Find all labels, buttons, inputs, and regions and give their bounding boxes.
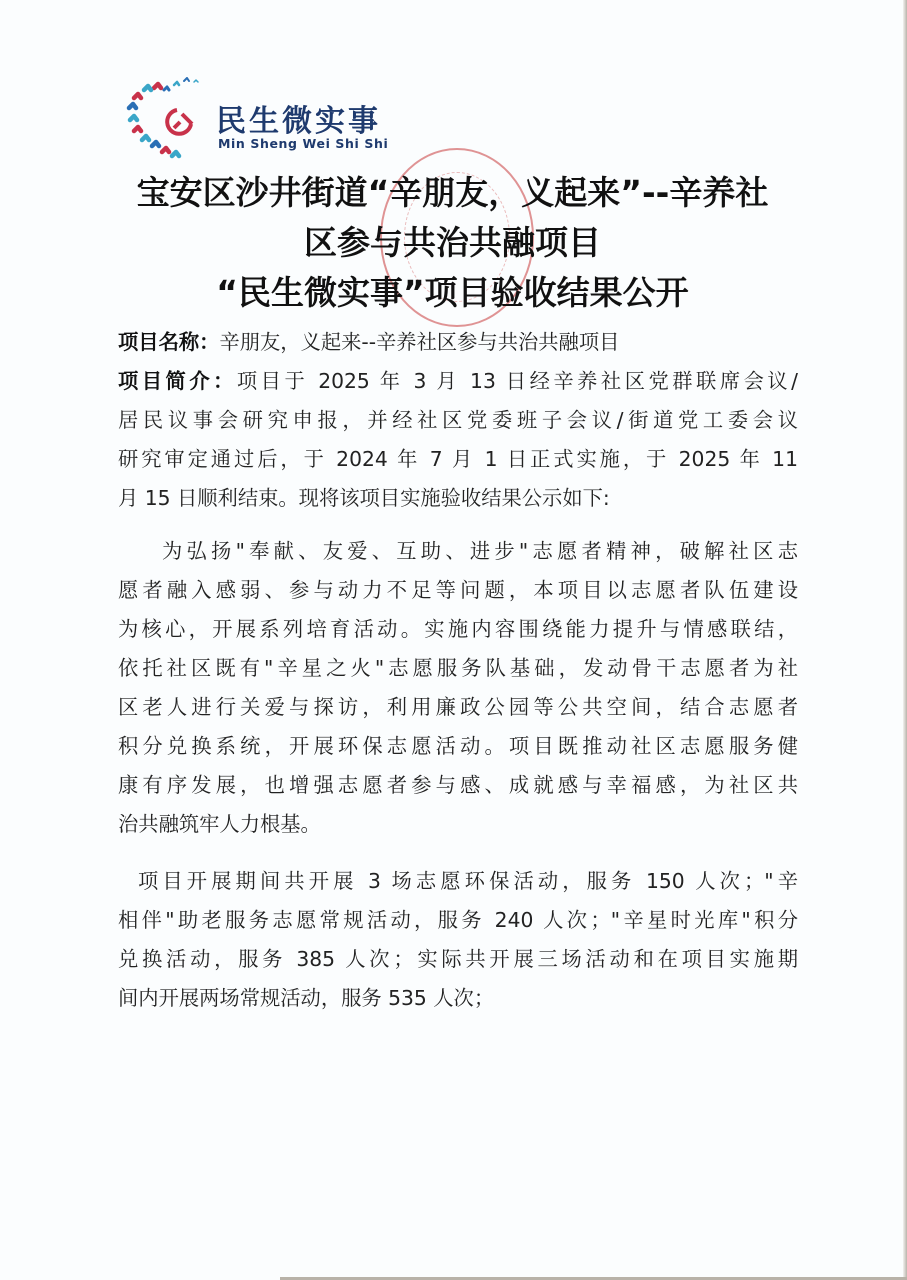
paragraph-line: 依托社区既有"辛星之火"志愿服务队基础，发动骨干志愿者为社 [118, 656, 798, 680]
project-intro-line: 研究审定通过后，于 2024 年 7 月 1 日正式实施，于 2025 年 11 [118, 447, 798, 471]
project-intro-line: 月 15 日顺利结束。现将该项目实施验收结果公示如下: [118, 486, 610, 510]
project-name-row [118, 323, 798, 362]
paragraph-line: 愿者融入感弱、参与动力不足等问题，本项目以志愿者队伍建设 [118, 578, 798, 602]
title-line-3: “民生微实事”项目验收结果公开 [216, 273, 689, 312]
title-line-1: 宝安区沙井街道“辛朋友，义起来”--辛养社 [136, 173, 769, 212]
project-intro-label: 项目简介： [118, 369, 237, 393]
paragraph-line: 治共融筑牢人力根基。 [118, 812, 321, 836]
logo-pinyin-text: Min Sheng Wei Shi Shi [218, 136, 389, 151]
project-info-section [118, 323, 798, 518]
paragraph-line: 兑换活动，服务 385 人次；实际共开展三场活动和在项目实施期 [118, 947, 798, 971]
paragraph-description [118, 532, 798, 844]
paragraph-line: 间内开展两场常规活动，服务 535 人次； [118, 986, 495, 1010]
heart-figures-party-emblem-icon [124, 76, 214, 166]
document-title [100, 168, 805, 318]
paragraph-line: 为核心，开展系列培育活动。实施内容围绕能力提升与情感联结， [118, 617, 798, 641]
min-sheng-wei-shi-shi-logo [124, 76, 394, 166]
paragraph-line: 区老人进行关爱与探访，利用廉政公园等公共空间，结合志愿者 [118, 695, 798, 719]
project-intro-line: 项目于 2025 年 3 月 13 日经辛养社区党群联席会议/ [236, 369, 798, 393]
project-name-value: 辛朋友，义起来--辛养社区参与共治共融项目 [219, 330, 620, 354]
paragraph-line: 积分兑换系统，开展环保志愿活动。项目既推动社区志愿服务健 [118, 734, 798, 758]
project-intro-row [118, 362, 798, 401]
paragraph-line: 项目开展期间共开展 3 场志愿环保活动，服务 150 人次；"辛 [138, 869, 798, 893]
project-name-label: 项目名称： [118, 330, 220, 354]
paragraph-line: 为弘扬"奉献、友爱、互助、进步"志愿者精神，破解社区志 [162, 539, 798, 563]
title-line-2: 区参与共治共融项目 [304, 223, 601, 262]
paragraph-results [118, 862, 798, 1018]
paragraph-line: 康有序发展，也增强志愿者参与感、成就感与幸福感，为社区共 [118, 773, 798, 797]
paragraph-line: 相伴"助老服务志愿常规活动，服务 240 人次；"辛星时光库"积分 [118, 908, 798, 932]
project-intro-line: 居民议事会研究申报，并经社区党委班子会议/街道党工委会议 [118, 408, 798, 432]
logo-chinese-text: 民生微实事 [216, 104, 381, 139]
paper-edge [903, 0, 907, 1280]
